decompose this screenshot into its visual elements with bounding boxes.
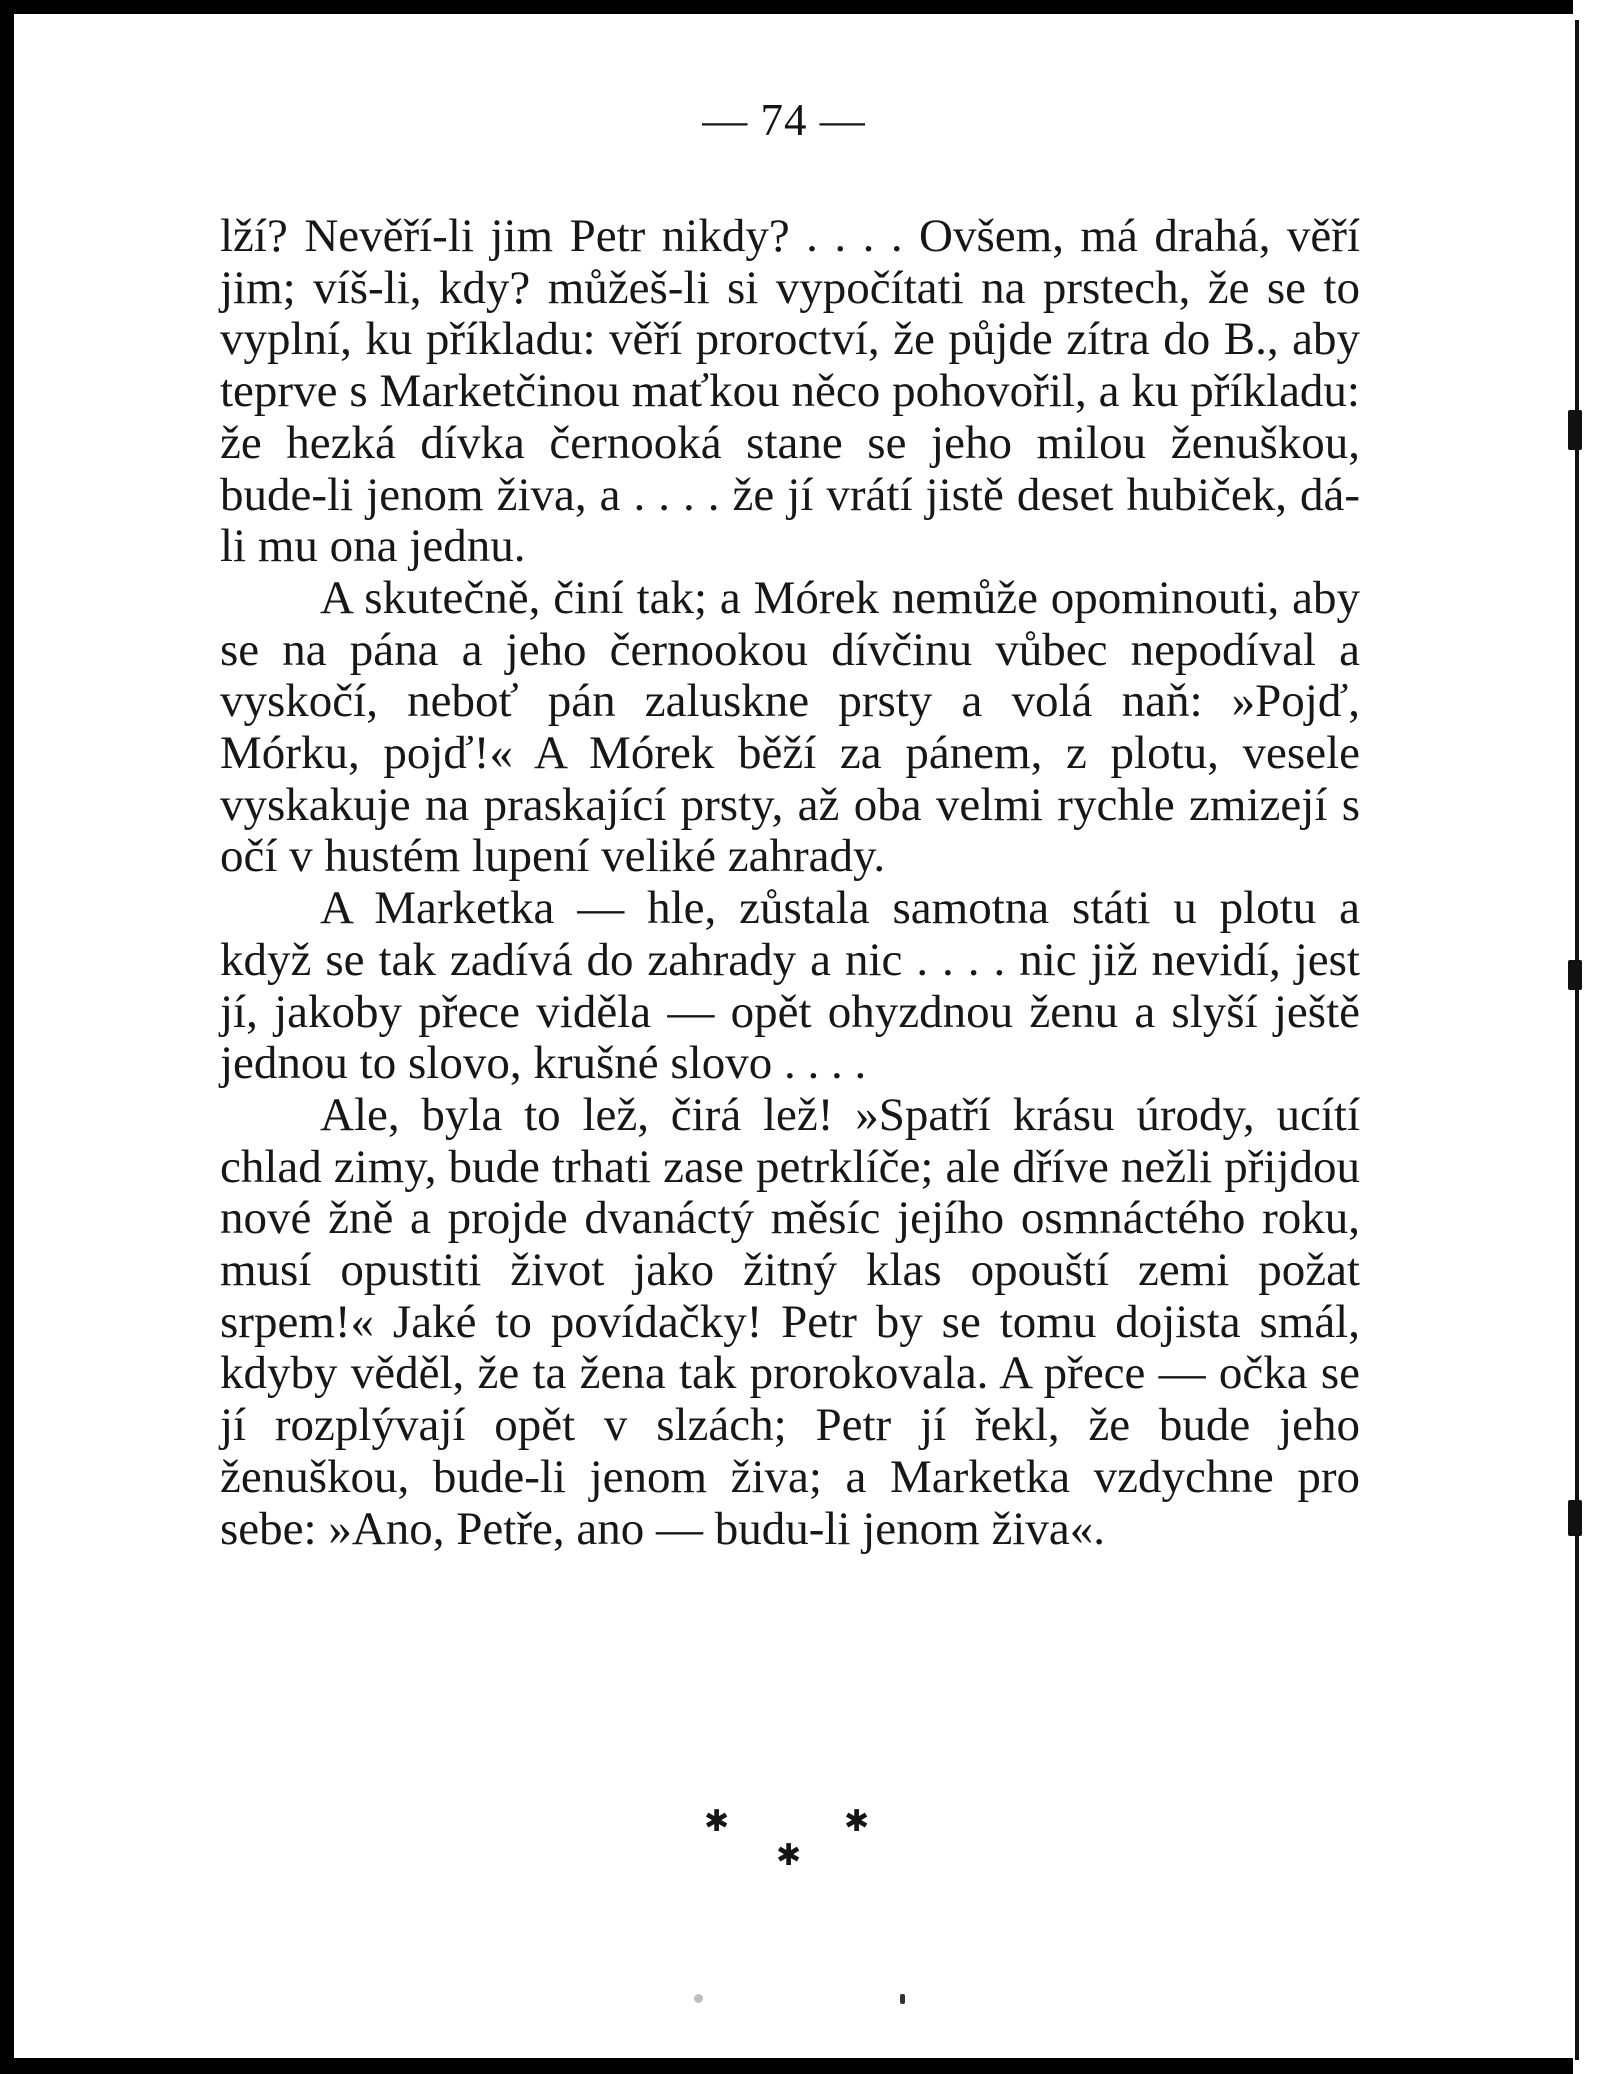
binding-edge-mark [1568,960,1582,990]
book-page [14,14,1524,2058]
paper-speck [694,1994,703,2003]
binding-edge-mark [1568,1500,1582,1536]
page-number: — 74 — [702,95,866,145]
section-break-asterisks [704,1804,904,1884]
scan-border-top [0,0,1617,14]
page-body-text [220,211,1360,1555]
scan-border-left [0,0,14,2074]
paragraph: Ale, byla to lež, čirá lež! »Spatří krásu úrody, ucítí chlad zimy, bude trhati zase petrklíče; ale dříve nežli přijdou nové žně a projde dvanáctý měsíc jejího osmnáctého roku, musí opustiti život jako žitný klas opouští zemi požat srpem!« Jaké to povídačky! Petr by se tomu dojista smál, kdyby věděl, že ta žena tak prorokovala. A přece — očka se jí rozplývají opět v slzách; Petr jí řekl, že bude jeho ženuškou, bude-li jenom živa; a Marketka vzdychne pro sebe: »Ano, Petře, ano — budu-li jenom živa«. [220,1088,1360,1555]
asterisk-icon: ✱ [704,1804,730,1839]
paragraph: A Marketka — hle, zůstala samotna státi u plotu a když se tak zadívá do zahrady a nic . . . . nic již nevidí, jest jí, jakoby přece viděla — opět ohyzdnou ženu a slyší ještě jednou to slovo, krušné slovo . . . . [220,882,1360,1090]
binding-edge-mark [1568,410,1582,450]
paper-speck [900,1994,905,2004]
asterisk-icon: ✱ [844,1804,870,1839]
paragraph: A skutečně, činí tak; a Mórek nemůže opominouti, aby se na pána a jeho černookou dívčinu vůbec nepodíval a vyskočí, neboť pán zaluskne prsty a volá naň: »Pojď, Mórku, pojď!« A Mórek běží za pánem, z plotu, vesele vyskakuje na praskající prsty, až oba velmi rychle zmizejí s očí v hustém lupení veliké zahrady. [220,571,1360,883]
scan-border-bottom [0,2058,1617,2074]
paragraph-continuation: lží? Nevěří-li jim Petr nikdy? . . . . Ovšem, má drahá, věří jim; víš-li, kdy? můžeš-li si vypočítati na prstech, že se to vyplní, ku příkladu: věří proroctví, že půjde zítra do B., aby teprve s Marketčinou maťkou něco pohovořil, a ku příkladu: že hezká dívka černooká stane se jeho milou ženuškou, bude-li jenom živa, a . . . . že jí vrátí jistě deset hubiček, dá-li mu ona jednu. [220,210,1360,573]
binding-edge-line [1575,20,1579,2060]
scan-gutter [1573,0,1617,2074]
asterisk-icon: ✱ [776,1838,802,1873]
